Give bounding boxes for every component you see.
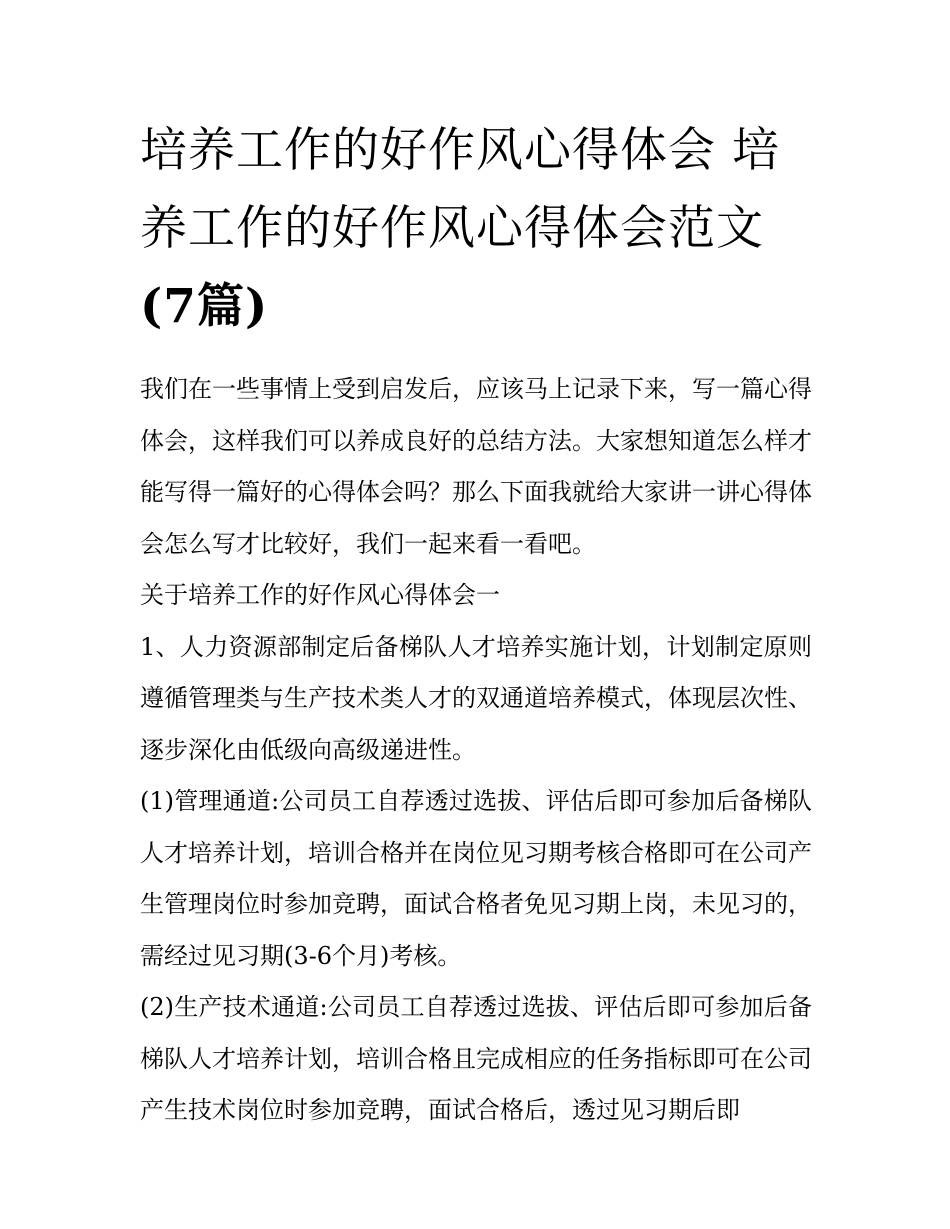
document-title xyxy=(140,112,812,346)
title-main: 培养工作的好作风心得体会 培养工作的好作风心得体会范文 xyxy=(140,123,780,256)
title-suffix: (7篇) xyxy=(140,279,269,334)
paragraph-management-channel: (1)管理通道:公司员工自荐透过选拔、评估后即可参加后备梯队人才培养计划，培训合格并在岗位见习期考核合格即可在公司产生管理岗位时参加竞聘，面试合格者免见习期上岗，未见习的，需经过见习期(3-6个月)考核。 xyxy=(140,787,812,970)
paragraph-item-1: 1、人力资源部制定后备梯队人才培养实施计划，计划制定原则遵循管理类与生产技术类人才的双通道培养模式，体现层次性、逐步深化由低级向高级递进性。 xyxy=(140,632,812,764)
document-page xyxy=(140,112,812,1137)
intro-paragraph: 我们在一些事情上受到启发后，应该马上记录下来，写一篇心得体会，这样我们可以养成良好的总结方法。大家想知道怎么样才能写得一篇好的心得体会吗？那么下面我就给大家讲一讲心得体会怎么写才比较好，我们一起来看一看吧。 xyxy=(140,375,812,558)
document-body xyxy=(140,364,812,1137)
paragraph-technical-channel: (2)生产技术通道:公司员工自荐透过选拔、评估后即可参加后备梯队人才培养计划，培训合格且完成相应的任务指标即可在公司产生技术岗位时参加竞聘，面试合格后，透过见习期后即 xyxy=(140,993,812,1124)
section-heading: 关于培养工作的好作风心得体会一 xyxy=(140,581,500,609)
